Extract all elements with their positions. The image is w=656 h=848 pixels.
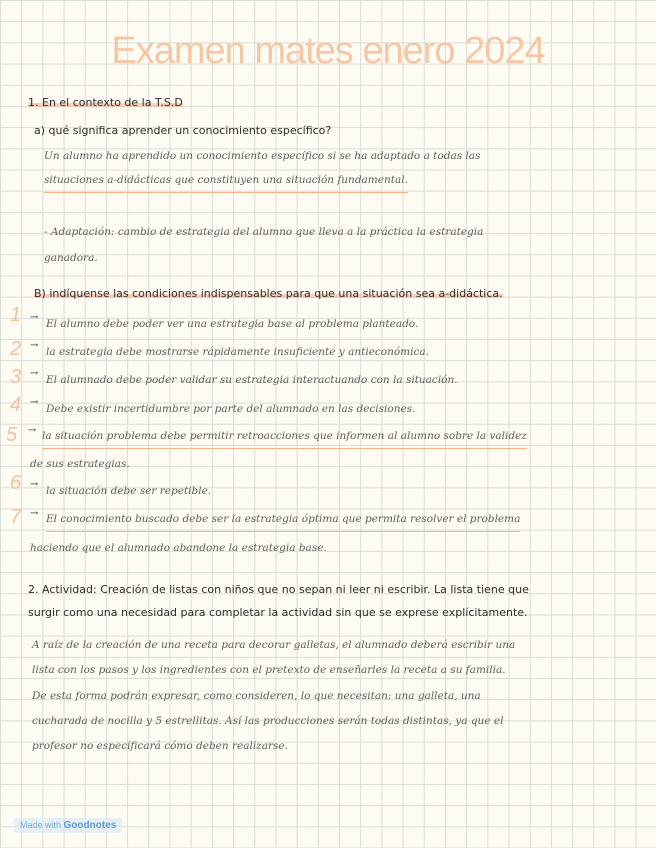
condition-7: El conocimiento buscado debe ser la estrategia óptima que permita resolver el problema (46, 507, 520, 532)
arrow-icon: → (28, 425, 37, 436)
answer-2-line-2: lista con los pasos y los ingredientes con el pretexto de enseñarles la receta a su familia. (32, 664, 506, 676)
question-2-heading-line-2: surgir como una necesidad para completar la actividad sin que se exprese explícitamente. (28, 606, 528, 619)
answer-2-line-4: cucharada de nocilla y 5 estrellitas. Así las producciones serán todas distintas, ya que el (32, 715, 504, 727)
answer-1a-line-2: situaciones a-didácticas que constituyen una situación fundamental. (44, 168, 408, 193)
condition-5: la situación problema debe permitir retroacciones que informen al alumno sobre la validez (42, 424, 527, 449)
arrow-icon: → (30, 312, 39, 323)
condition-2: la estrategia debe mostrarse rápidamente insuficiente y antieconómica. (46, 346, 429, 358)
question-2-heading-line-1: 2. Actividad: Creación de listas con niños que no sepan ni leer ni escribir. La lista tiene que (28, 583, 529, 596)
condition-number: 3 (10, 366, 22, 388)
condition-6: la situación debe ser repetible. (46, 485, 212, 497)
answer-1a-line-1: Un alumno ha aprendido un conocimiento específico si se ha adaptado a todas las (44, 150, 481, 162)
arrow-icon: → (30, 397, 39, 408)
condition-4: Debe existir incertidumbre por parte del alumnado en las decisiones. (46, 403, 416, 415)
arrow-icon: → (30, 368, 39, 379)
question-1-heading: 1. En el contexto de la T.S.D (28, 96, 183, 109)
page-title: Examen mates enero 2024 (111, 30, 545, 72)
arrow-icon: → (30, 479, 39, 490)
answer-2-line-5: profesor no especificará cómo deben realizarse. (32, 740, 288, 752)
condition-number: 5 (6, 424, 18, 446)
condition-number: 1 (10, 304, 22, 326)
question-1a: a) qué significa aprender un conocimiento específico? (34, 124, 332, 137)
arrow-icon: → (30, 340, 39, 351)
condition-5-cont: de sus estrategias. (30, 458, 130, 470)
condition-1: El alumno debe poder ver una estrategia base al problema planteado. (46, 318, 419, 330)
condition-number: 4 (10, 394, 22, 416)
goodnotes-badge: Made with Goodnotes (14, 818, 122, 833)
condition-number: 7 (10, 506, 22, 528)
answer-2-line-1: A raíz de la creación de una receta para decorar galletas, el alumnado deberá escribir una (32, 639, 516, 651)
arrow-icon: → (30, 508, 39, 519)
condition-3: El alumnado debe poder validar su estrategia interactuando con la situación. (46, 374, 458, 386)
note-1a-line-1: - Adaptación: cambio de estrategia del alumno que lleva a la práctica la estrategia (44, 226, 484, 238)
note-1a-line-2: ganadora. (44, 252, 98, 264)
condition-number: 2 (10, 338, 22, 360)
question-1b: B) indíquense las condiciones indispensables para que una situación sea a-didáctica. (34, 287, 503, 300)
condition-number: 6 (10, 472, 22, 494)
answer-2-line-3: De esta forma podrán expresar, como consideren, lo que necesitan: una galleta, una (32, 690, 481, 702)
condition-7-cont: haciendo que el alumnado abandone la estrategia base. (30, 542, 327, 554)
